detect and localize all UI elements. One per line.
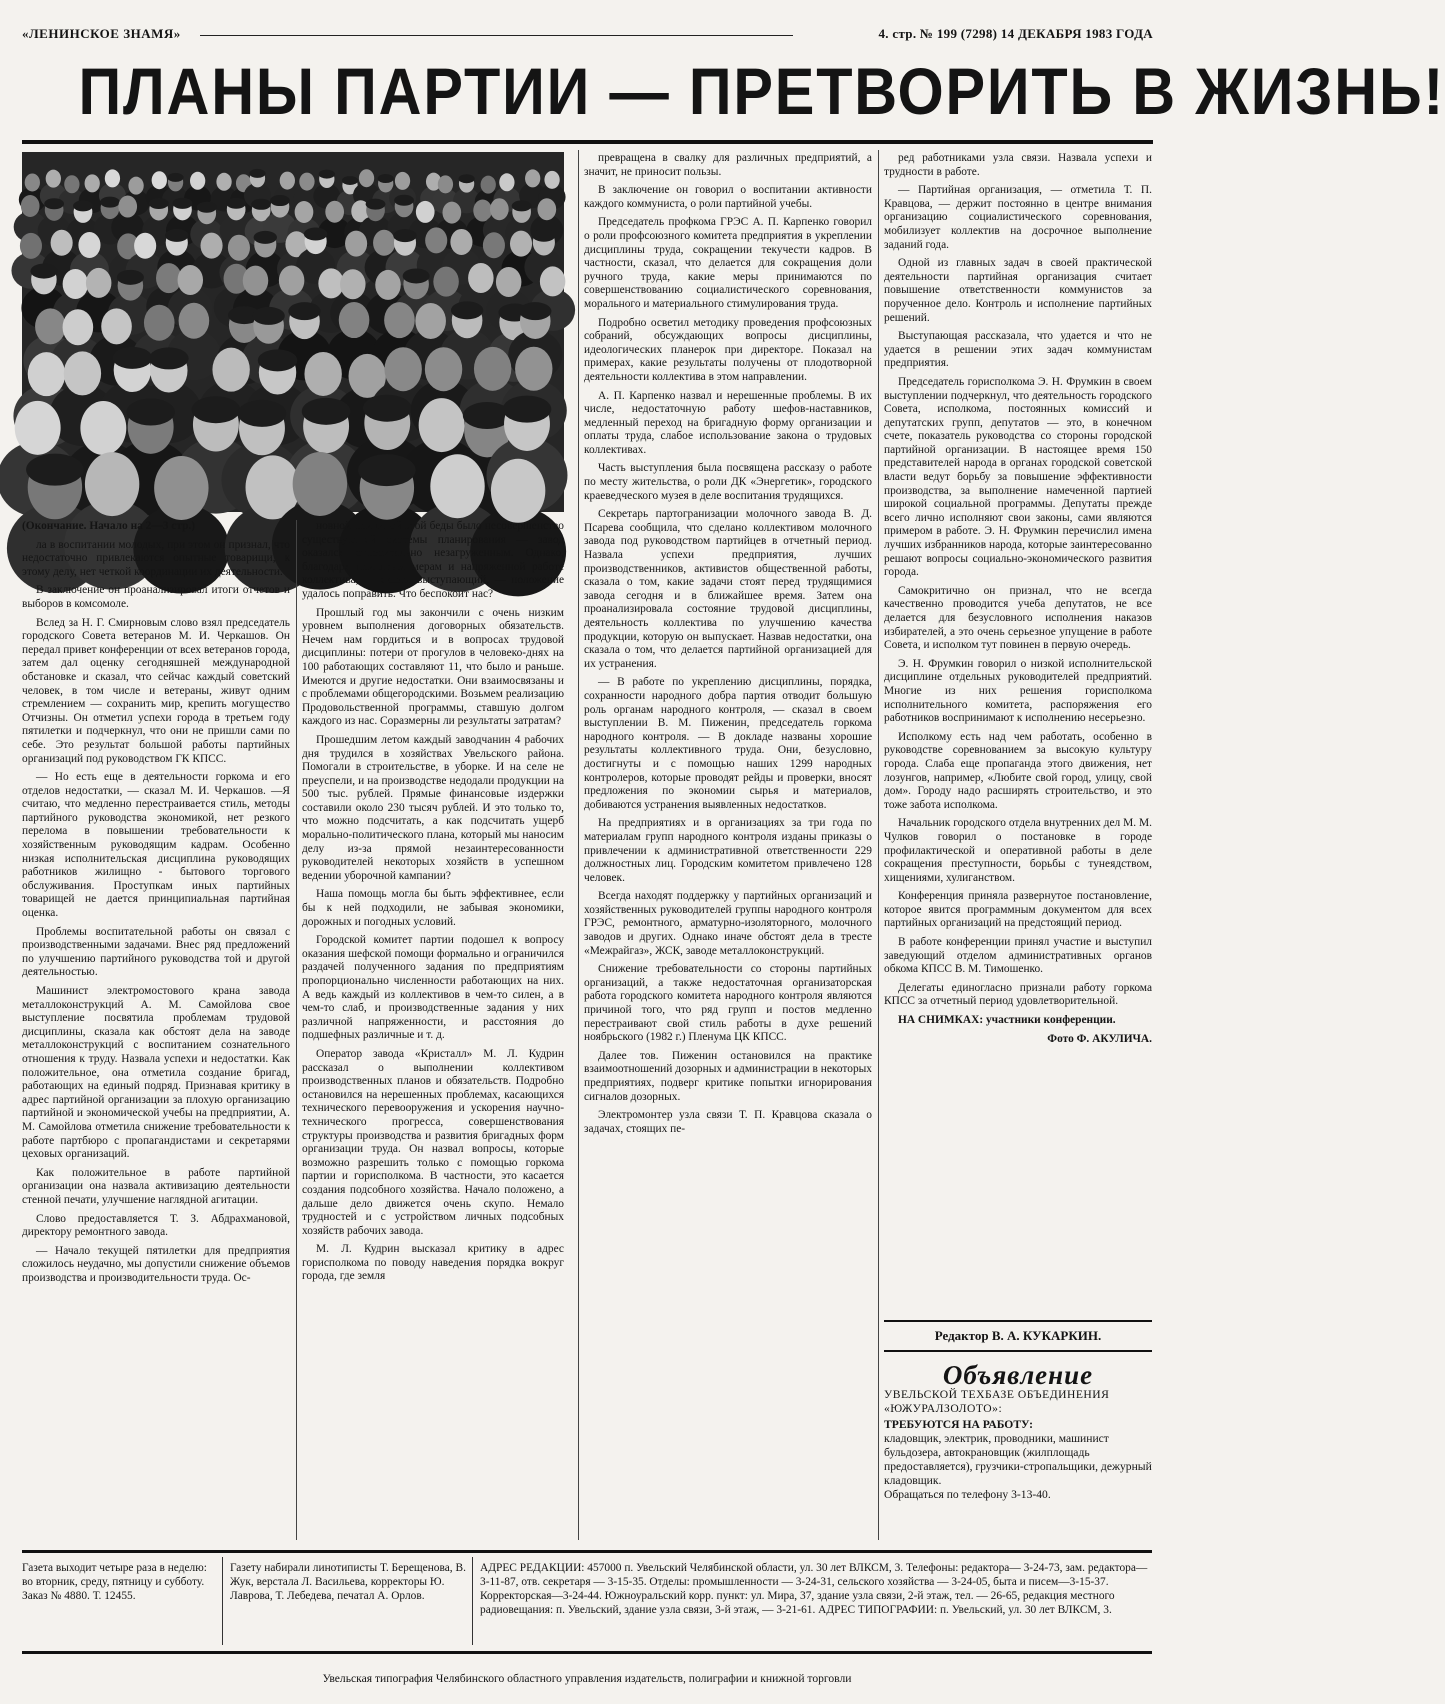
article-paragraph: На предприятиях и в организациях за три года по материалам групп народного контроля изданы приказы о привлечении к административной ответственности 229 должностных лиц. Городским комитетом привлечено 128 человек. — [584, 817, 872, 884]
article-paragraph: Наша помощь могла бы быть эффективнее, если бы к ней подходили, не забывая экономики, дорожных и погодных условий. — [302, 888, 564, 928]
imprint-divider — [472, 1557, 473, 1645]
photo-caption: НА СНИМКАХ: участники конференции. — [898, 1014, 1116, 1027]
continuation-note: (Окончание. Начало на 2—3 стр.) — [22, 520, 196, 532]
printer-footer: Увельская типография Челябинского областного управления издательств, полиграфии и книжной торговли — [322, 1672, 852, 1685]
article-paragraph: Далее тов. Пиженин остановился на практике взаимоотношений дозорных и администрации в некоторых предприятиях, подверг критике попытки игнорирования сигналов дозорных. — [584, 1049, 872, 1103]
article-paragraph: Председатель профкома ГРЭС А. П. Карпенко говорил о роли профсоюзного комитета предприятия в укреплении дисциплины труда, сокращении текучести кадров. В частности, сказал, что делается для сокращения доли ручного труда, какие меры принимаются по совершенствованию социалистического соревнования, морального и материального стимулирования труда. — [584, 216, 872, 310]
article-paragraph: Как положительное в работе партийной организации она назвала активизацию деятельности стенной печати, улучшение наглядной агитации. — [22, 1166, 290, 1206]
article-paragraph: превращена в свалку для различных предприятий, а значит, не приносит пользы. — [584, 152, 872, 178]
masthead: «ЛЕНИНСКОЕ ЗНАМЯ» — [22, 26, 181, 41]
ad-phone: Обращаться по телефону 3-13-40. — [884, 1488, 1051, 1501]
article-paragraph: Э. Н. Фрумкин говорил о низкой исполнительской дисциплине отдельных руководителей предприятий. Многие из них решения горисполкома исполнительного комитета, распоряжения его работников воспринимают к исполнению несерьезно. — [884, 657, 1152, 725]
article-paragraph: — Начало текущей пятилетки для предприятия сложилось неудачно, мы допустили снижение объемов производства и производительности труда. Ос- — [22, 1244, 290, 1284]
article-paragraph: ла в воспитании молодых, при этом он признал, что недостаточно привлекаются опытные товарищи, к этому делу, нет четкой координации их деятельности. — [22, 538, 290, 578]
article-paragraph: Прошлый год мы закончили с очень низким уровнем выполнения договорных обязательств. Нечем нам гордиться и в вопросах трудовой дисциплины: потери от прогулов в человеко-днях на 100 работающих составляют 11, что было и раньше. Имеются и другие недостатки. Они взаимосвязаны и с проблемами общегородскими. Возьмем реализацию Продовольственной программы, ставшую долгом каждого из нас. Соразмерны ли результаты затратам? — [302, 606, 564, 728]
ad-title: Объявление — [942, 1360, 1094, 1390]
article-paragraph: Одной из главных задач в своей практической деятельности партийная организация считает повышение ответственности коммунистов за порученное дело. Контроль и исполнение партийных решений. — [884, 257, 1152, 324]
photo-credit: Фото Ф. АКУЛИЧА. — [1047, 1032, 1152, 1045]
article-paragraph: Делегаты единогласно признали работу горкома КПСС за отчетный период удовлетворительной. — [884, 981, 1152, 1008]
article-paragraph: Вслед за Н. Г. Смирновым слово взял председатель городского Совета ветеранов М. И. Черкашов. Он передал привет конференции от всех ветеранов города, затем дал оценку сегодняшней международной обстановке и сказал, что сейчас каждый советский человек, в том числе и ветераны, живут одним стремлением — сохранить мир, крепить могущество Отчизны. Он отметил успехи города в третьем году пятилетки и подчеркнул, что они не пришли сами по себе. Это результат большой работы партийных организаций под руководством ГК КПСС. — [22, 616, 290, 765]
issue-line: 4. стр. № 199 (7298) 14 ДЕКАБРЯ 1983 ГОДА — [878, 26, 1153, 41]
headline-rule — [22, 140, 1153, 144]
article-paragraph: Всегда находят поддержку у партийных организаций и хозяйственных руководителей группы народного контроля ГРЭС, ремонтного, арматурно-изоляторного, молочного заводов и других. Однако иначе обстоят дела в тресте «Межрайгаз», ЖСК, заводе металлоконструкций. — [584, 890, 872, 957]
imprint-block — [22, 1550, 1152, 1654]
article-paragraph: — Партийная организация, — отметила Т. П. Кравцова, — держит постоянно в центре внимания организацию социалистического соревнования, мобилизует коллектив на досрочное выполнение заданий года. — [884, 184, 1152, 251]
article-paragraph: В заключение он проанализировал итоги отчетов и выборов в комсомоле. — [22, 584, 290, 610]
advertisement — [884, 1360, 1152, 1502]
column-divider — [296, 520, 297, 1540]
header-rule — [200, 35, 793, 36]
article-paragraph: Оператор завода «Кристалл» М. Л. Кудрин рассказал о выполнении коллективом производственных планов и обязательств. Подробно остановился на нерешенных проблемах, касающихся технического перевооружения и ускорения научно-технического прогресса, совершенствования структуры производства и развития бригадных форм организации труда. Он назвал вопросы, которые возможно разрешить только с помощью горкома партии и горисполкома. В частности, это касается создания подсобного хозяйства. Начало положено, а дальше дело движется очень скупо. Немало трудностей и с устройством личных подсобных хозяйств рабочих завода. — [302, 1047, 564, 1237]
article-paragraph: Начальник городского отдела внутренних дел М. М. Чулков говорил о постановке в городе профилактической и оперативной работы в деле сокращения преступности, борьбы с тунеядством, хищениями, хулиганством. — [884, 817, 1152, 884]
article-paragraph: Конференция приняла развернутое постановление, которое явится программным документом для всех партийных организаций на предстоящий период. — [884, 890, 1152, 930]
crowd-photo-image — [22, 152, 564, 512]
article-paragraph: Часть выступления была посвящена рассказу о работе по месту жительства, о роли ДК «Энергетик», городского краеведческого музея в деле воспитания трудящихся. — [584, 462, 872, 502]
article-paragraph: — Но есть еще в деятельности горкома и его отделов недостатки, — сказал М. И. Черкашов. —Я считаю, что медленно перестраивается стиль, методы партийного руководства экономикой, нет резкого перелома в повышении требовательности к хозяйственным руководящим кадрам. Особенно низкая исполнительская дисциплина руководящих работников жилищно - бытового торгового обслуживания. Проступкам иных партийных товарищей не дается принципиальная партийная оценка. — [22, 771, 290, 920]
imprint-schedule: Газета выходит четыре раза в неделю: во вторник, среду, пятницу и субботу. Заказ № 4880. Т. 12455. — [22, 1562, 207, 1602]
column-divider — [878, 150, 879, 1540]
article-paragraph: новной причиной этой беды было несовершенство существующей системы планирования — завод оказался относительно незагруженным. Однако, благодаря принятым мерам и напряженной работе коллектива, — сказал выступающий, — положение удалось поправить. Что беспокоит нас? — [302, 520, 564, 600]
article-paragraph: Выступающая рассказала, что удается и что не удается в решении этих задач коммунистам предприятия. — [884, 330, 1152, 370]
column-1 — [22, 520, 290, 1540]
article-paragraph: Снижение требовательности со стороны партийных организаций, а также недостаточная организаторская работа городского комитета народного контроля являются причиной того, что ряд групп и постов медленно перестраивают свой стиль работы в духе решений ноябрьского (1982 г.) Пленума ЦК КПСС. — [584, 963, 872, 1044]
article-paragraph: Исполкому есть над чем работать, особенно в руководстве соревнованием за высокую культуру города. Слаба еще пропаганда этого движения, нет лозунгов, например, «Любите свой город, улицу, свой дом». Городу надо расширять строительство, и это тоже забота исполкома. — [884, 730, 1152, 811]
article-paragraph: В работе конференции принял участие и выступил заведующий отделом административных органов обкома КПСС В. М. Тимошенко. — [884, 936, 1152, 976]
article-paragraph: Городской комитет партии подошел к вопросу оказания шефской помощи формально и ограничился раздачей полученного задания по предприятиям пропорционально численности работающих на них. А ведь каждый из коллективов в чем-то силен, а в чем-то слаб, и производственные задания у них различной напряженности, и расстояния до подшефных различные и т. д. — [302, 934, 564, 1042]
column-4 — [884, 152, 1152, 1312]
article-paragraph: А. П. Карпенко назвал и нерешенные проблемы. В их числе, недостаточную работу шефов-наставников, медленный переход на бригадную форму организации и оплаты труда, слабое использование закона о трудовых коллективах. — [584, 389, 872, 456]
article-paragraph: Секретарь партогранизации молочного завода В. Д. Псарева сообщила, что сделано коллективом молочного завода под руководством партийцев в отчетный период. Назвала успехи предприятия, лучших производственников, активистов общественной работы, сказала о том, какие задачи стоят перед трудящимися завода сегодня и в ближайшее время. Затем она проанализировала состояние трудовой дисциплины, деятельность коллектива по улучшению качества продукции, которую он выпускает. Назвав недостатки, она сказала о том, что делается партийной организацией для их устранения. — [584, 508, 872, 670]
newspaper-header — [22, 22, 1153, 44]
article-paragraph: Самокритично он признал, что не всегда качественно проводится учеба депутатов, не все делается для безусловного исполнения наказов избирателей, а это очень серьезное упущение в работе Совета, и исполком тут повинен в первую очередь. — [884, 584, 1152, 652]
article-paragraph: М. Л. Кудрин высказал критику в адрес горисполкома по поводу наведения порядка вокруг города, где земля — [302, 1243, 564, 1283]
ad-required: ТРЕБУЮТСЯ НА РАБОТУ: — [884, 1418, 1033, 1431]
ad-organization: УВЕЛЬСКОЙ ТЕХБАЗЕ ОБЪЕДИНЕНИЯ «ЮЖУРАЛЗОЛОТО»: — [884, 1388, 1110, 1415]
article-paragraph: — В работе по укреплению дисциплины, порядка, сохранности народного добра партия отводит большую роль органам народного контроля, — сказал в своем выступлении В. М. Пиженин, председатель горкома народного контроля. — В докладе названы хорошие результаты коллективного труда. Они, безусловно, достигнуты и с помощью наших 1299 народных контролеров, которые проводят рейды и проверки, вносят предложения по экономии сырья и материалов, добиваются устранения выявленных недостатков. — [584, 676, 872, 811]
column-divider — [578, 150, 579, 1540]
article-paragraph: Слово предоставляется Т. З. Абдрахмановой, директору ремонтного завода. — [22, 1212, 290, 1239]
article-paragraph: Подробно осветил методику проведения профсоюзных собраний, обсуждающих вопросы дисциплины, идеологических планерок при директоре. Показал на примерах, какие результаты получены от плодотворной деятельности коллектива в этом направлении. — [584, 316, 872, 383]
imprint-address: АДРЕС РЕДАКЦИИ: 457000 п. Увельский Челябинской области, ул. 30 лет ВЛКСМ, 3. Телефоны: редактора— 3-24-73, зам. редактора— 3-11-87, отв. секретаря — 3-15-35. Отделы: промышленности — 3-24-31, сельского хозяйства — 3-24-05, быта и писем—3-15-37. Корректорская—3-24-44. Южноуральский корр. пункт: ул. Мира, 37, здание узла связи, 2-й этаж, тел. — 26-65, редакция местного радиовещания: п. Увельский, здание узла связи, 3-й этаж, — 3-21-61. АДРЕС ТИПОГРАФИИ: п. Увельский, ул. 30 лет ВЛКСМ, 3. — [480, 1562, 1148, 1616]
article-paragraph: Председатель горисполкома Э. Н. Фрумкин в своем выступлении подчеркнул, что деятельность городского Совета, исполкома, постоянных комиссий и депутатских групп, депутатов — это, в конечном счете, показатель руководства со стороны городской партийной организации. В настоящее время 150 представителей народа в органах городской советской власти ведут борьбу за повышение эффективности производства, за выполнение намеченной партией широкой социальной программы. Депутаты прежде всего лично исполняют свои законы, сами являются примером в работе. Э. Н. Фрумкин перечислил имена лучших избранников народа, которые заинтересованно решают вопросы социально-экономического развития города. — [884, 375, 1152, 579]
imprint-staff: Газету набирали линотиписты Т. Берещенова, В. Жук, верстала Л. Васильева, корректоры Ю. Лаврова, Т. Лебедева, печатал А. Орлов. — [230, 1562, 466, 1602]
article-paragraph: ред работниками узла связи. Назвала успехи и трудности в работе. — [884, 152, 1152, 178]
article-paragraph: Электромонтер узла связи Т. П. Кравцова сказала о задачах, стоящих пе- — [584, 1109, 872, 1135]
article-paragraph: В заключение он говорил о воспитании активности каждого коммуниста, о роли партийной учебы. — [584, 184, 872, 210]
headline: ПЛАНЫ ПАРТИИ — ПРЕТВОРИТЬ В ЖИЗНЬ! — [78, 54, 1445, 128]
article-paragraph: Машинист электромостового крана завода металлоконструкций А. М. Самойлова свое выступление посвятила проблемам трудовой дисциплины, сказала как обстоят дела на заводе металлоконструкций с воспитанием сознательного отношения к труду. Назвала успехи и недостатки. Как положительное, она отметила создание бригад, работающих на единый подряд. Признавая критику в адрес партийной организации за плохую организацию партийной и экономической учебы на предприятии, А. М. Самойлова отметила снижение требовательности к работе партбюро с пропагандистами и секретарями цеховых организаций. — [22, 985, 290, 1161]
ad-jobs: кладовщик, электрик, проводники, машинист бульдозера, автокрановщик (жилплощадь предоставляется), грузчики-стропальщики, дежурный кладовщик. — [884, 1432, 1152, 1487]
imprint-divider — [222, 1557, 223, 1645]
article-paragraph: Прошедшим летом каждый заводчанин 4 рабочих дня трудился в хозяйствах Увельского района. Помогали в строительстве, в уборке. И на селе не преуспели, и на производстве недодали продукции на 500 тыс. рублей. Прямые финансовые издержки составили около 230 тысяч рублей. И это только то, что можно подсчитать, а как подсчитать ущерб морально-политического плана, который мы наносим делу из-за прямой незаинтересованности руководителей некоторых хозяйств в успешном ведении уборочной кампании? — [302, 733, 564, 882]
column-3 — [584, 152, 872, 1542]
article-paragraph: Проблемы воспитательной работы он связал с производственными задачами. Внес ряд предложений по улучшению партийного руководства той и другой деятельностью. — [22, 925, 290, 979]
crowd-photo — [22, 152, 564, 512]
column-2 — [302, 520, 564, 1540]
editor-line: Редактор В. А. КУКАРКИН. — [884, 1320, 1152, 1352]
